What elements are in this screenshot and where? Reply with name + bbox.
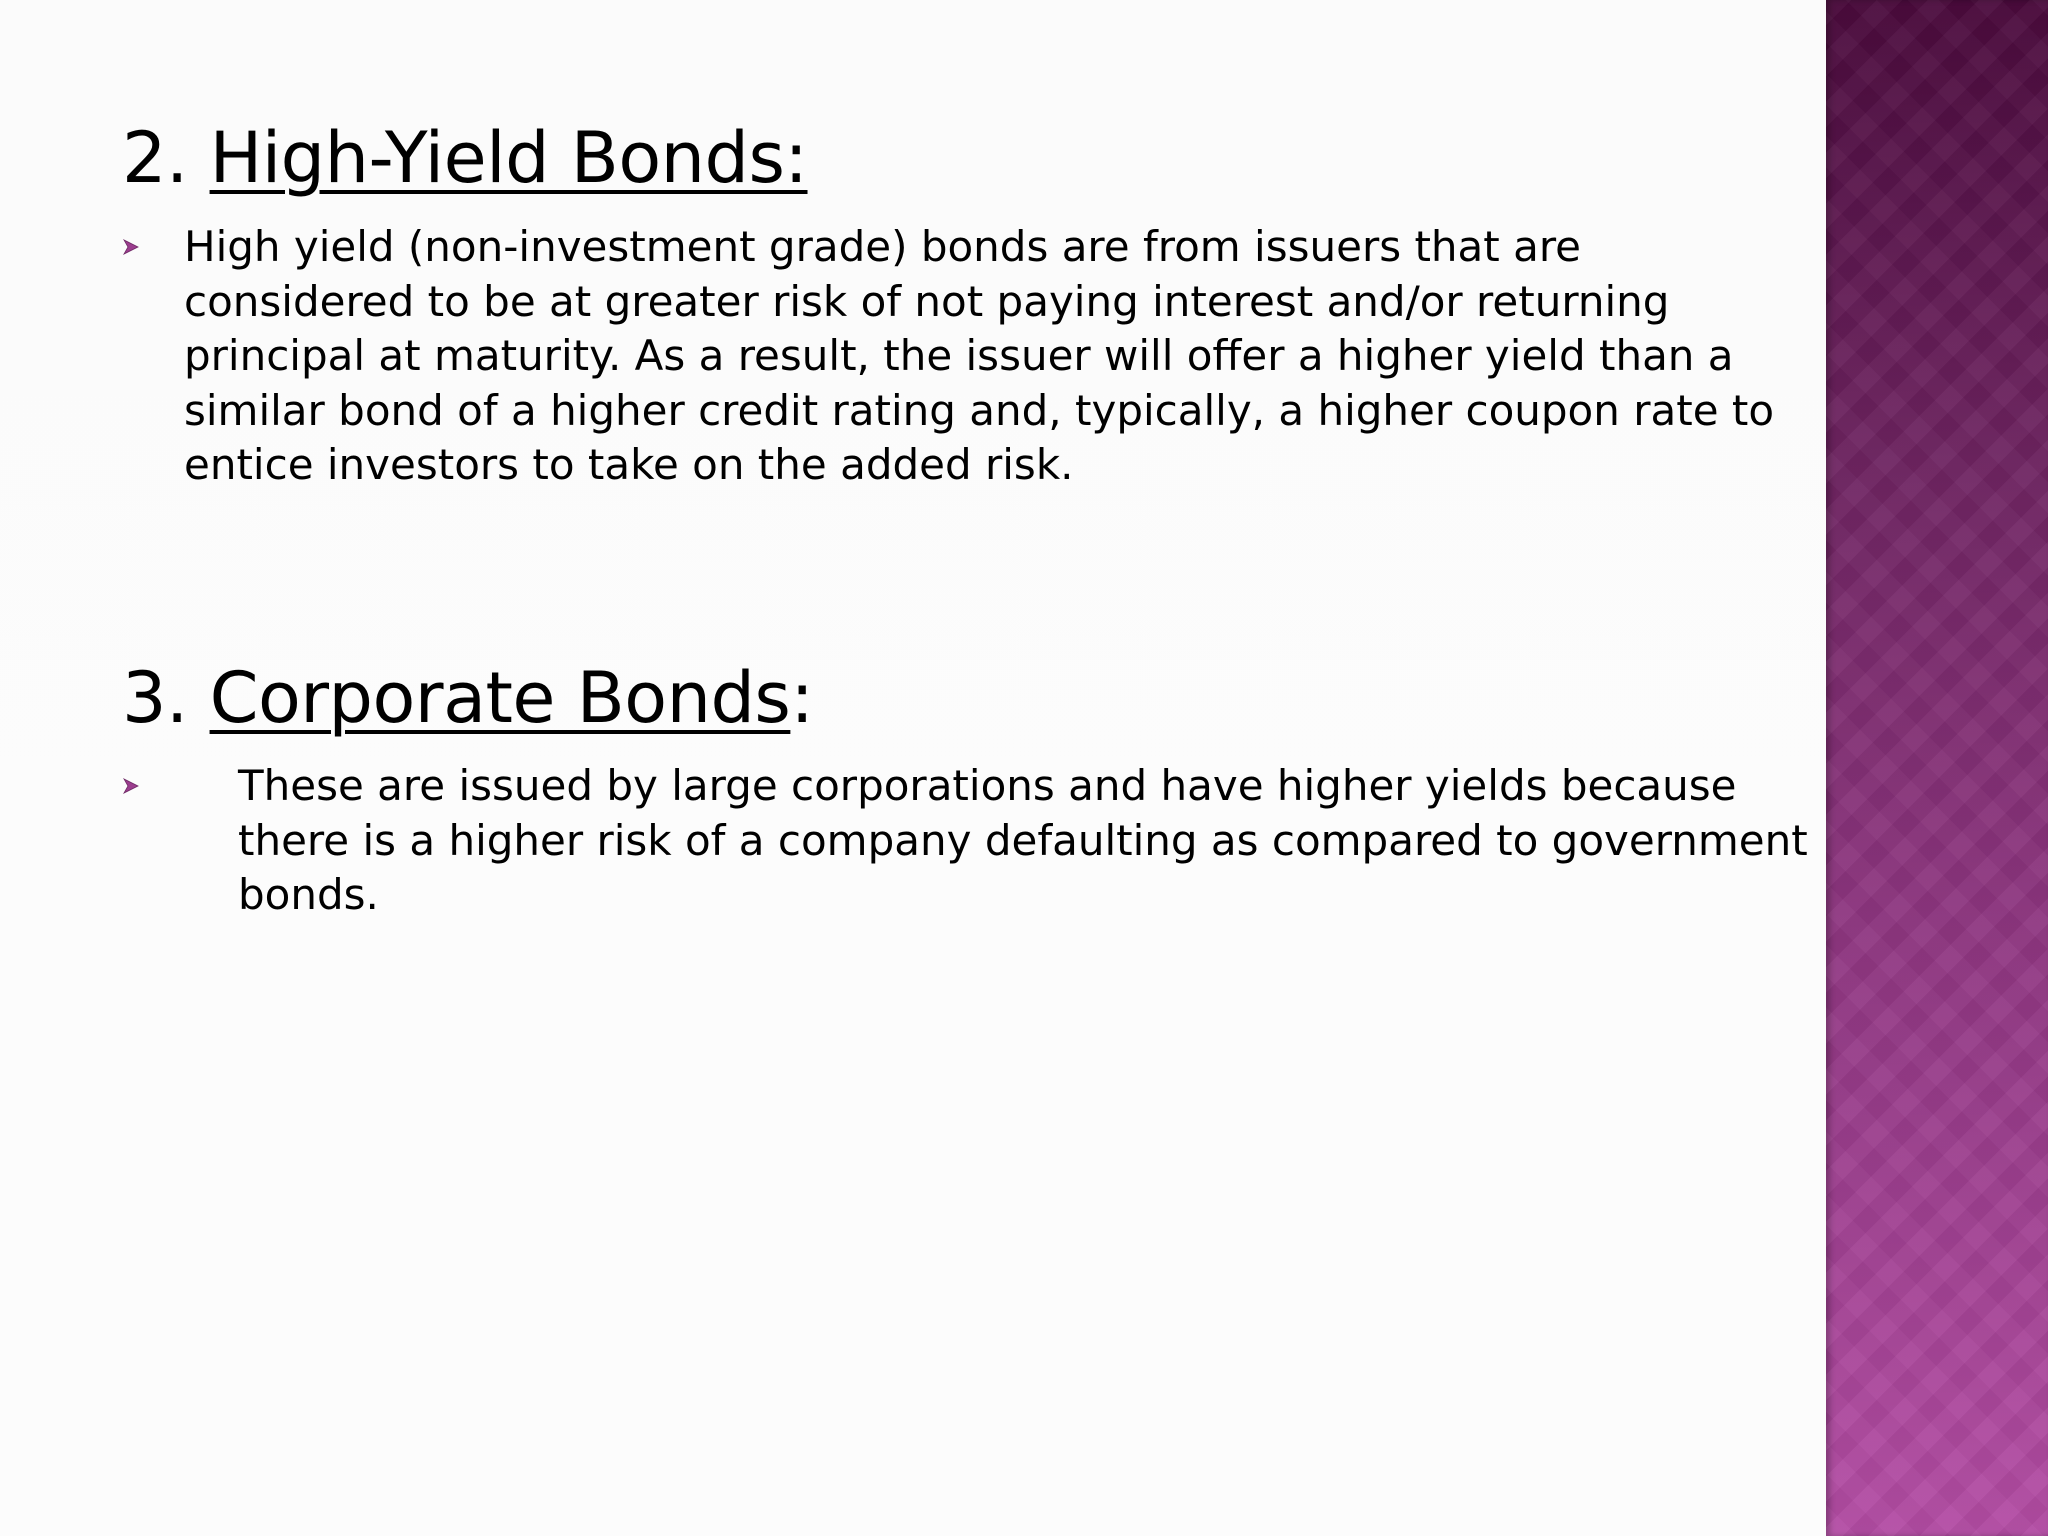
bullet-text: High yield (non-investment grade) bonds are from issuers that are considered to be at greater risk of not paying interest and/or returning principal at maturity. As a result, the issuer will offer a higher yield than a similar bond of a higher credit rating and, typically, a higher coupon rate to entice investors to take on the added risk. [184,222,1775,489]
section-heading-corporate [122,656,813,740]
bullet-text: These are issued by large corporations and have higher yields because there is a higher risk of a company defaulting as compared to government bonds. [238,761,1808,919]
section-heading-high-yield [122,116,808,200]
section-title-suffix: : [790,657,814,739]
side-bar-texture [1826,0,2048,1536]
section-title: High-Yield Bonds: [209,117,808,199]
bullet-item-high-yield [122,220,1824,493]
arrowhead-bullet-icon [122,759,150,813]
bullet-item-corporate [122,759,1858,923]
decorative-side-bar [1826,0,2048,1536]
arrowhead-bullet-icon [122,220,150,274]
section-title: Corporate Bonds [209,657,791,739]
section-number: 2. [122,117,188,199]
section-number: 3. [122,657,188,739]
